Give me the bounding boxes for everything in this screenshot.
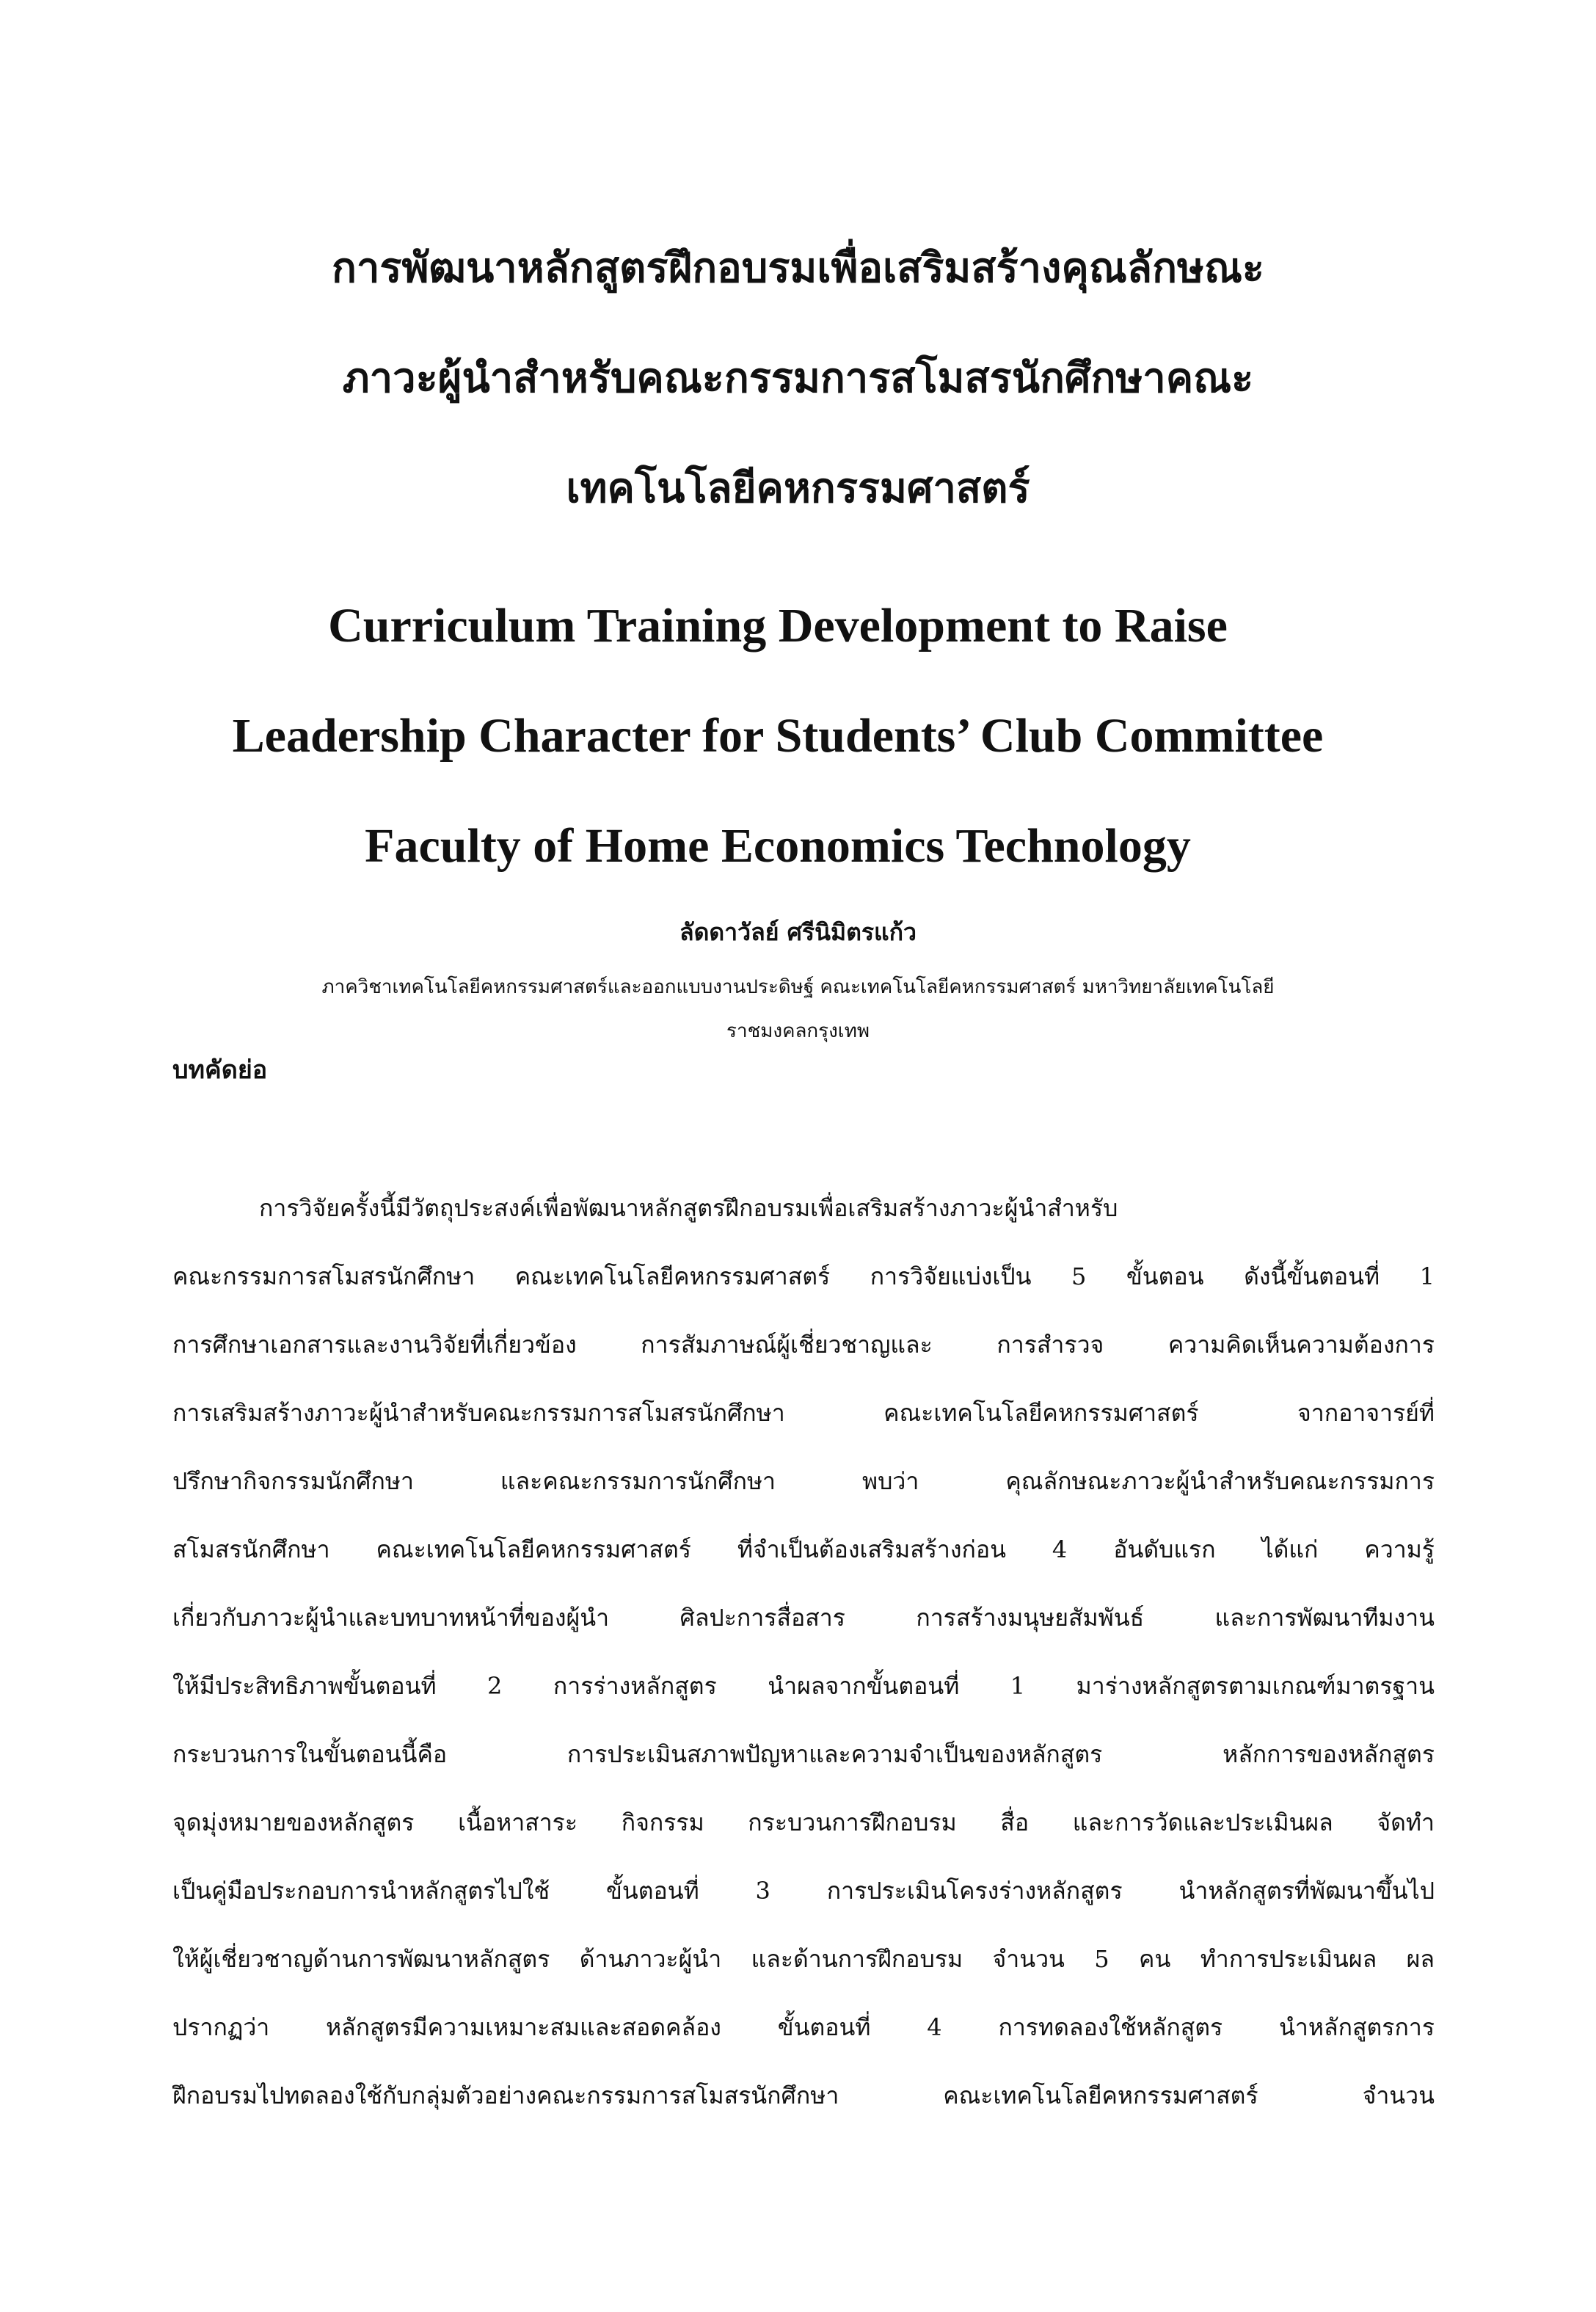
- english-title: [117, 571, 1438, 901]
- abstract-line: สโมสรนักศึกษา คณะเทคโนโลยีคหกรรมศาสตร์ ที่จำเป็นต้องเสริมสร้างก่อน 4 อันดับแรก ได้แก่ ความรู้: [172, 1535, 1435, 1563]
- english-title-line-3: Faculty of Home Economics Technology: [365, 819, 1191, 873]
- abstract-heading: บทคัดย่อ: [172, 1055, 268, 1085]
- thai-title-line-1: การพัฒนาหลักสูตรฝึกอบรมเพื่อเสริมสร้างคุณลักษณะ: [332, 244, 1264, 292]
- abstract-line: ฝึกอบรมไปทดลองใช้กับกลุ่มตัวอย่างคณะกรรมการสโมสรนักศึกษา คณะเทคโนโลยีคหกรรมศาสตร์ จำนวน: [172, 2082, 1435, 2109]
- affiliation: [132, 965, 1464, 1053]
- affiliation-line-2: ราชมงคลกรุงเทพ: [726, 1020, 870, 1042]
- english-title-line-2: Leadership Character for Students’ Club Committee: [232, 709, 1324, 763]
- thai-title-line-3: เทคโนโลยีคหกรรมศาสตร์: [566, 464, 1030, 512]
- thai-title: [147, 213, 1449, 543]
- affiliation-line-1: ภาควิชาเทคโนโลยีคหกรรมศาสตร์และออกแบบงานประดิษฐ์ คณะเทคโนโลยีคหกรรมศาสตร์ มหาวิทยาลัยเทคโนโลยี: [321, 976, 1275, 998]
- abstract-line: กระบวนการในขั้นตอนนี้คือ การประเมินสภาพปัญหาและความจำเป็นของหลักสูตร หลักการของหลักสูตร: [172, 1740, 1435, 1768]
- abstract-line: ให้มีประสิทธิภาพขั้นตอนที่ 2 การร่างหลักสูตร นำผลจากขั้นตอนที่ 1 มาร่างหลักสูตรตามเกณฑ์มาตรฐาน: [172, 1672, 1435, 1700]
- english-title-line-1: Curriculum Training Development to Raise: [328, 599, 1228, 652]
- author-name: ลัดดาวัลย์ ศรีนิมิตรแก้ว: [679, 918, 917, 946]
- abstract-line: ให้ผู้เชี่ยวชาญด้านการพัฒนาหลักสูตร ด้านภาวะผู้นำ และด้านการฝึกอบรม จำนวน 5 คน ทำการประเมินผล ผล: [172, 1945, 1435, 1973]
- abstract-line: จุดมุ่งหมายของหลักสูตร เนื้อหาสาระ กิจกรรม กระบวนการฝึกอบรม สื่อ และการวัดและประเมินผล จัดทำ: [172, 1808, 1435, 1836]
- abstract-line: ปรากฏว่า หลักสูตรมีความเหมาะสมและสอดคล้อง ขั้นตอนที่ 4 การทดลองใช้หลักสูตร นำหลักสูตรการ: [172, 2013, 1435, 2041]
- abstract-body: [172, 1174, 1435, 2130]
- abstract-line: คณะกรรมการสโมสรนักศึกษา คณะเทคโนโลยีคหกรรมศาสตร์ การวิจัยแบ่งเป็น 5 ขั้นตอน ดังนี้ขั้นตอนที่ 1: [172, 1262, 1435, 1290]
- abstract-line: เกี่ยวกับภาวะผู้นำและบทบาทหน้าที่ของผู้นำ ศิลปะการสื่อสาร การสร้างมนุษยสัมพันธ์ และการพัฒนาทีมงาน: [172, 1604, 1435, 1632]
- abstract-line: การศึกษาเอกสารและงานวิจัยที่เกี่ยวข้อง การสัมภาษณ์ผู้เชี่ยวชาญและ การสำรวจ ความคิดเห็นความต้องการ: [172, 1331, 1435, 1359]
- abstract-line: เป็นคู่มือประกอบการนำหลักสูตรไปใช้ ขั้นตอนที่ 3 การประเมินโครงร่างหลักสูตร นำหลักสูตรที่พัฒนาขึ้นไป: [172, 1877, 1435, 1905]
- thai-title-line-2: ภาวะผู้นำสำหรับคณะกรรมการสโมสรนักศึกษาคณะ: [342, 354, 1254, 402]
- abstract-line: ปรึกษากิจกรรมนักศึกษา และคณะกรรมการนักศึกษา พบว่า คุณลักษณะภาวะผู้นำสำหรับคณะกรรมการ: [172, 1467, 1435, 1495]
- abstract-line: การเสริมสร้างภาวะผู้นำสำหรับคณะกรรมการสโมสรนักศึกษา คณะเทคโนโลยีคหกรรมศาสตร์ จากอาจารย์ที่: [172, 1399, 1435, 1427]
- abstract-line: การวิจัยครั้งนี้มีวัตถุประสงค์เพื่อพัฒนาหลักสูตรฝึกอบรมเพื่อเสริมสร้างภาวะผู้นำสำหรับ: [259, 1194, 1118, 1222]
